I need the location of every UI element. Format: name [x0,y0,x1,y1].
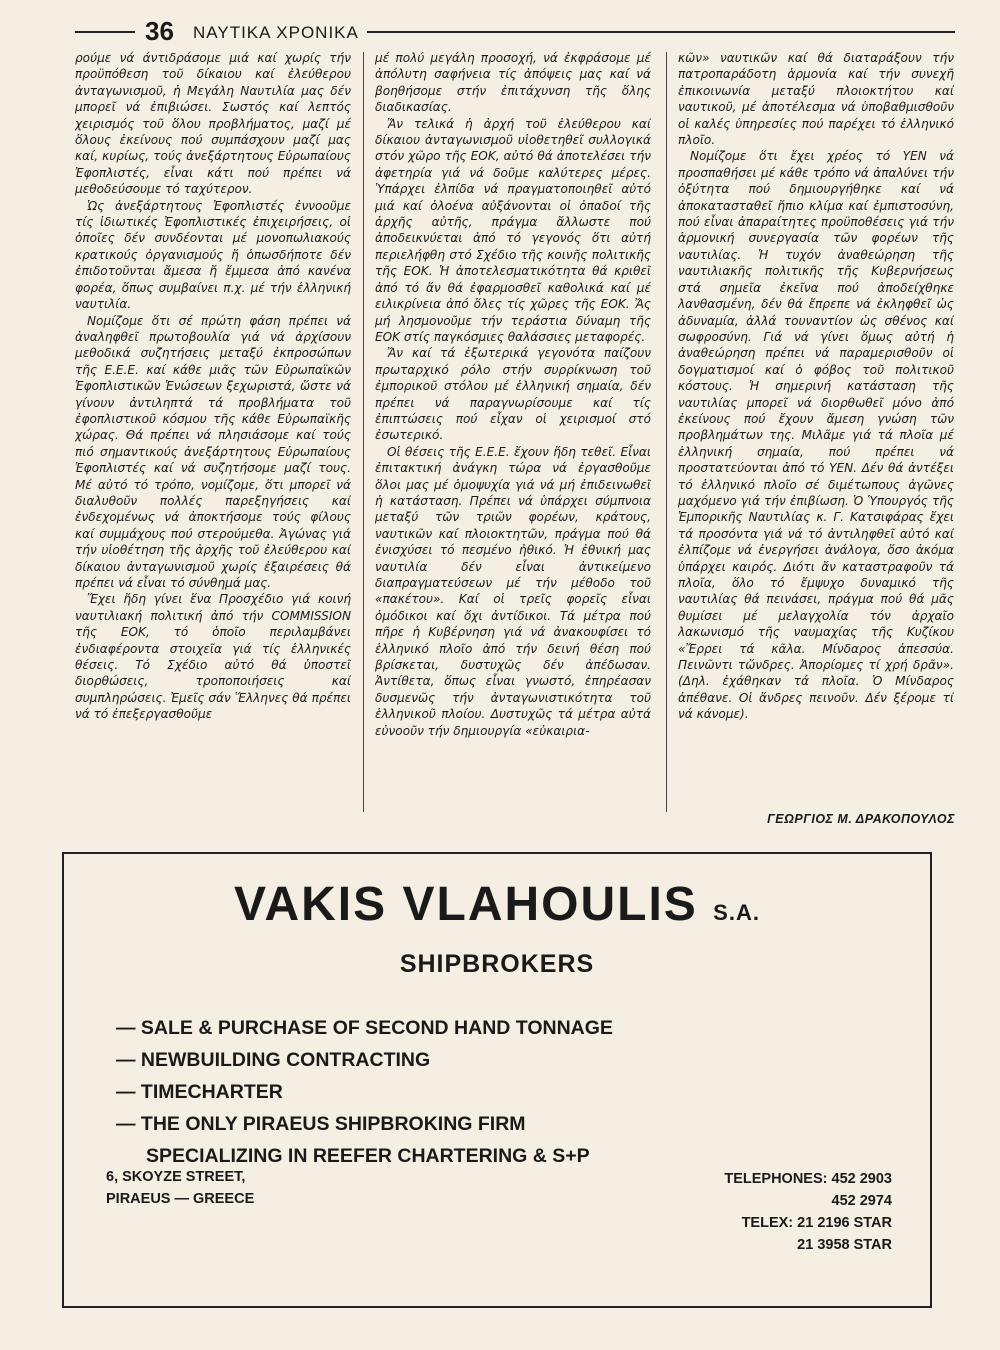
telephones-label: TELEPHONES: [724,1171,828,1187]
company-contacts [724,1168,892,1256]
paragraph: Ἔχει ἤδη γίνει ἕνα Προσχέδιο γιά κοινή ναυτιλιακή πολιτική ἀπό τήν COMMISSION τῆς ΕΟΚ, τό ὁποῖο περιλαμβάνει ἐνδιαφέροντα στοιχεῖα γιά τίς ἑλληνικές θέσεις. Τό Σχέδιο αὐτό θά ὑποστεῖ διορθώσεις, τροποποιήσεις καί συμπληρώσεις. Ἐμεῖς σάν Ἕλληνες θά πρέπει νά τό ἐπεξεργασθοῦμε [75,592,351,722]
service-item: — TIMECHARTER [116,1081,283,1103]
column-divider [666,52,667,812]
paragraph: μέ πολύ μεγάλη προσοχή, νά ἐκφράσομε μέ ἀπόλυτη σαφήνεια τίς ἀπόψεις μας καί νά βοηθήσομε στήν ἐπιτάχυνση τῆς ὅλης διαδικασίας. [375,51,651,115]
page-header [75,14,955,48]
service-item: SPECIALIZING IN REEFER CHARTERING & S+P [146,1145,590,1167]
paragraph: ρούμε νά άντιδράσομε μιά καί χωρίς τήν προϋπόθεση τοῦ δίκαιου καί ἐλεύθερου ἀνταγωνισμοῦ, ἡ Μεγάλη Ναυτιλία μας δέν μπορεῖ νά ἐπιβιώσει. Σωστός καί λεπτός χειρισμός τοῦ ὅλου προβλήματος, μαζί μέ ὅλους ἐκείνους πού συμπάσχουν μαζί μας καί, κυρίως, τούς ἀνεξάρτητους Εὐρωπαίους Ἐφοπλιστές, εἶναι κάτι πού πρέπει νά μεθοδεύσουμε τό ταχύτερον. [75,51,351,197]
address-line: 6, SKOYZE STREET, [106,1169,246,1185]
advertisement-box [62,852,932,1308]
telephone-line-1 [724,1168,892,1190]
article-column-3 [678,50,954,820]
services-list [116,1012,896,1172]
paragraph: Νομίζομε ὅτι σέ πρώτη φάση πρέπει νά ἀναληφθεῖ πρωτοβουλία γιά νά ἀρχίσουν μεθοδικά συζητήσεις μεταξύ ἐκπροσώπων τῆς Ε.Ε.Ε. καί κάθε μιᾶς τῶν Εὐρωπαϊκῶν Ἐφοπλιστικῶν Ἑνώσεων ξεχωριστά, ὥστε νά γίνουν ἀντιληπτά τά προβλήματα τοῦ ἐφοπλιστικοῦ κόσμου τῆς κάθε Εὐρωπαϊκῆς χώρας. Θά πρέπει νά πλησιάσομε καί τούς πιό σημαντικούς ἀνεξάρτητους Εὐρωπαίους Ἐφοπλιστές καί νά συζητήσομε μαζί τους. Μέ αὐτό τό τρόπο, νομίζομε, ὅτι μπορεῖ νά διαλυθοῦν πολλές παρεξηγήσεις καί ἐνδεχομένως νά ἀποκτήσομε τούς φίλους καί συμμάχους πού στερούμεθα. Ἀγώνας γιά τήν υἱοθέτηση τῆς ἀρχῆς τοῦ ἐλεύθερου καί δίκαιου ἀνταγωνισμοῦ χωρίς ἐξαιρέσεις θά πρέπει νά εἶναι τό σύνθημά μας. [75,313,351,590]
article-column-1 [75,50,351,820]
service-item: — NEWBUILDING CONTRACTING [116,1049,431,1071]
paragraph: Ὡς ἀνεξάρτητους Ἐφοπλιστές ἐννοοῦμε τίς ἰδιωτικές Ἐφοπλιστικές ἐπιχειρήσεις, οἱ ὁποῖες δέν συνδέονται μέ μονοπωλιακούς κρατικούς ὀργανισμούς ἤ ὁπωσδήποτε δέν ἐπιδοτοῦνται ἄμεσα ἤ ἔμμεσα ἀπό κανένα φορέα, ὅπως συμβαίνει π.χ. μέ τήν ἑλληνική ναυτιλία. [75,198,351,312]
telephone-number: 452 2903 [831,1171,892,1187]
article-body [75,50,955,830]
telex-label: TELEX: [741,1215,794,1231]
page-number: 36 [145,16,174,46]
company-tagline: SHIPBROKERS [399,950,595,978]
paragraph: Νομίζομε ὅτι ἔχει χρέος τό ΥΕΝ νά προσπαθήσει μέ κάθε τρόπο νά ἀπαλύνει τήν ὀξύτητα πού δημιουργήθηκε καί νά ἀποκατασταθεῖ ἤπιο κλίμα καί ἐμπιστοσύνη, πού εἶναι ἀπαραίτητες προϋποθέσεις γιά τήν ἁρμονική συνεργασία τῶν φορέων τῆς ναυτιλίας. Ἡ τυχόν ἀναθεώρηση τῆς ναυτιλιακῆς πολιτικῆς τῆς Κυβερνήσεως στά σημεῖα ἐκεῖνα πού ἀποδείχθηκε λανθασμένη, δέν θά ἔπρεπε νά ἐκληφθεῖ ὡς ἀδυναμία, ἀλλά τουναντίον ὡς σθένος καί σωφροσύνη. Γιά νά γίνει ὅμως αὐτή ἡ ἀναθεώρηση πρέπει νά παραμερισθοῦν οἱ δογματισμοί καί ὁ φόβος τοῦ πολιτικοῦ κόστους. Ἡ σημερινή κατάσταση τῆς ναυτιλίας μπορεῖ νά διορθωθεῖ μόνο ἀπό ἐκείνους πού ἔχουν ἄμεση γνώση τῶν προβλημάτων της. Μιλᾶμε γιά τά πλοῖα μέ ἑλληνική σημαία, πού πρέπει νά προστατεύονται ἀπό τό ΥΕΝ. Δέν θά ἀντέξει τό ἑλληνικό πλοῖο σέ διμέτωπους ἀγῶνες μαχόμενο γιά τήν ἐπιβίωση. Ὁ Ὑπουργός τῆς Ἐμπορικῆς Ναυτιλίας κ. Γ. Κατσιφάρας ἔχει τά προσόντα γιά νά τό ἀντιληφθεῖ αὐτό καί ἐλπίζομε νά ἐνεργήσει ἀνάλογα, ὅσο ἀκόμα ὑπάρχει καιρός. Διότι ἄν καταστραφοῦν τά πλοῖα, ὅλο τό ἔμψυχο δυναμικό τῆς ναυτιλίας θά πεινάσει, πράγμα πού θά μᾶς θυμίσει μέ μελαγχολία τόν ἀρχαῖο λακωνισμό τῆς ναυμαχίας τῆς Κυζίκου «Ἔρρει τά κᾶλα. Μίνδαρος ἀπεσσύα. Πεινῶντι τὤνδρες. Ἀπορίομες τί χρή δρᾶν». (Δηλ. ἐχάθηκαν τά πλοῖα. Ὁ Μίνδαρος ἀπέθανε. Οἱ ἄνδρες πεινοῦν. Δέν ξέρομε τί νά κάνομε). [678,149,954,722]
company-name [64,876,930,942]
telex-line-2 [724,1234,892,1256]
company-address [106,1166,254,1210]
telex-number: 21 3958 STAR [797,1237,892,1253]
company-name-text: VAKIS VLAHOULIS [234,878,698,931]
telephone-number: 452 2974 [831,1193,892,1209]
article-column-2 [375,50,651,820]
paragraph: Ἄν καί τά ἐξωτερικά γεγονότα παίζουν πρωταρχικό ρόλο στήν συρρίκνωση τοῦ ἐμπορικοῦ στόλου μέ ἑλληνική σημαία, δέν πρέπει νά παραγνωρίσουμε καί τίς ἐπιπτώσεις πού εἶχαν οἱ χειρισμοί στό ἐσωτερικό. [375,346,651,443]
service-item: — SALE & PURCHASE OF SECOND HAND TONNAGE [116,1017,613,1039]
telex-number: 21 2196 STAR [797,1215,892,1231]
service-item: — THE ONLY PIRAEUS SHIPBROKING FIRM [116,1113,526,1135]
magazine-title: ΝΑΥΤΙΚΑ ΧΡΟΝΙΚΑ [193,23,359,42]
company-suffix: S.A. [713,900,760,925]
telephone-line-2 [724,1190,892,1212]
paragraph: Ἄν τελικά ἡ ἀρχή τοῦ ἐλεύθερου καί δίκαιου ἀνταγωνισμοῦ υἱοθετηθεῖ συλλογικά στόν χῶρο τῆς ΕΟΚ, αὐτό θά ἀποτελέσει τήν ἀφετηρία γιά νά δοῦμε καλύτερες μέρες. Ὑπάρχει ἐλπίδα νά πραγματοποιηθεῖ αὐτό μιά καί ὁλοένα αὐξάνονται οἱ ὀπαδοί τῆς ἀρχῆς αὐτῆς, πράγμα ἄλλωστε πού ἀποδεικνύεται ἀπό τό γεγονός ὅτι αὐτή περιελήφθη στό Σχέδιο τῆς κοινῆς πολιτικῆς τῆς ΕΟΚ. Ἡ ἀποτελεσματικότητα θά κριθεῖ ἀπό τό ἄν θά ἐφαρμοσθεῖ καθολικά καί μέ ειλικρίνεια ἀπό ὅλες τίς χῶρες τῆς ΕΟΚ. Ἄς μή λησμονοῦμε τήν τεράστια δύναμη τῆς ΕΟΚ στίς παγκόσμιες θαλάσσιες μεταφορές. [375,116,651,344]
paragraph: Οἱ θέσεις τῆς Ε.Ε.Ε. ἔχουν ἤδη τεθεῖ. Εἶναι ἐπιτακτική ἀνάγκη τώρα νά ἐργασθοῦμε ὅλοι μας μέ ὁμοψυχία γιά νά μή ἐπιδεινωθεῖ ἡ κατάσταση. Πρέπει νά ὑπάρχει σύμπνοια μεταξύ τῶν τριῶν φορέων, κράτους, ναυτικῶν καί πλοιοκτητῶν, πράγμα πού θά ἐνισχύσει τό πεσμένο ἠθικό. Ἡ ἐθνική μας ναυτιλία δέν εἶναι ἀντικείμενο διαπραγματεύσεων μέ τήν μέθοδο τοῦ «πακέτου». Καί οἱ τρεῖς φορεῖς εἶναι ὁμόδικοι καί ὄχι ἀντίδικοι. Τά μέτρα πού πῆρε ἡ Κυβέρνηση γιά νά ἀνακουφίσει τό ἑλληνικό πλοῖο ἀπό τήν δεινή θέση πού βρίσκεται, δυστυχῶς δέν ἀπέδωσαν. Ἀντίθετα, ὅπως εἶναι γνωστό, ἐπηρέασαν δυσμενῶς τήν ἀνταγωνιστικότητα τοῦ ἑλληνικοῦ πλοίου. Δυστυχῶς τά μέτρα αὐτά εὐνοοῦν τήν δημιουργία «εὐκαιρια- [375,444,651,738]
header-rule-left [75,31,135,33]
telex-line-1 [724,1212,892,1234]
paragraph: κῶν» ναυτικῶν καί θά διαταράξουν τήν πατροπαράδοτη ἁρμονία καί τήν συνεχῆ ἐπικοινωνία μεταξύ πλοιοκτήτου καί ναυτικοῦ, μέ ἀποτέλεσμα νά ὑποβαθμισθοῦν οἱ καλές ὑπηρεσίες πού παρέχει τό ἑλληνικό πλοῖο. [678,51,954,148]
author-signature: ΓΕΩΡΓΙΟΣ Μ. ΔΡΑΚΟΠΟΥΛΟΣ [767,812,955,826]
header-rule-right [367,31,955,33]
address-line: PIRAEUS — GREECE [106,1191,255,1207]
column-divider [363,52,364,812]
